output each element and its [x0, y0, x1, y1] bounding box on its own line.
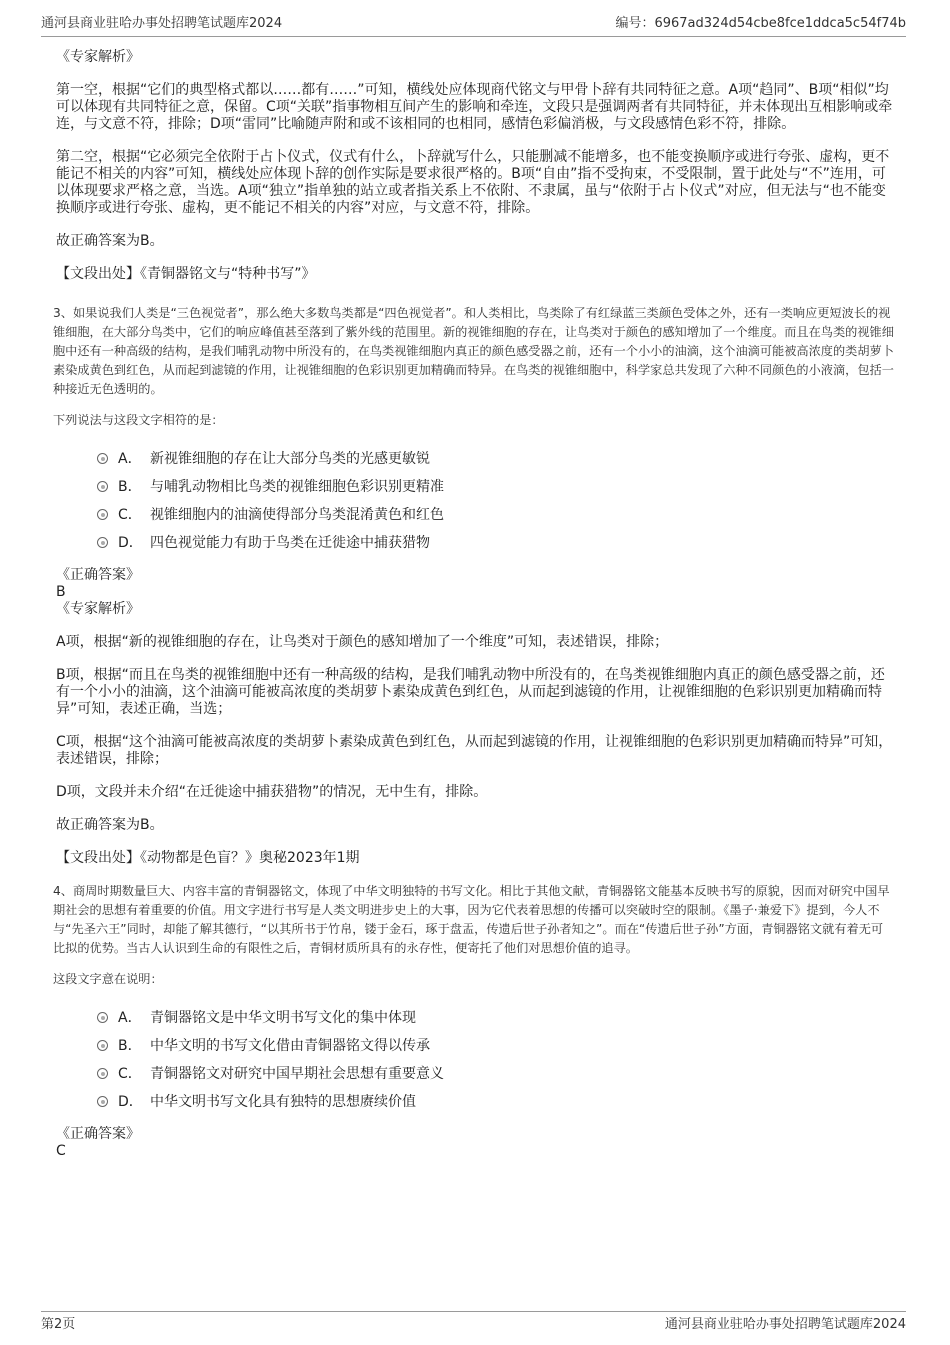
footer-page-number: 第2页: [41, 1317, 76, 1332]
page-content: [53, 42, 894, 1160]
q4-answer: C: [56, 1143, 66, 1159]
q3-option-b[interactable]: B． 与哺乳动物相比鸟类的视锥细胞色彩识别更精准: [56, 473, 894, 501]
q4-answer-label: 《正确答案》: [56, 1126, 140, 1142]
q3-analysis-b: B项，根据“而且在鸟类的视锥细胞中还有一种高级的结构，是我们哺乳动物中所没有的，在鸟类视锥细胞内真正的颜色感受器之前，还有一个小小的油滴，这个油滴可能被高浓度的类胡萝卜素染成黄色到红色，从而起到滤镜的作用，让视锥细胞的色彩识别更加精确而特异”可知，表述正确，当选；: [56, 667, 885, 717]
radio-icon[interactable]: [97, 1096, 108, 1107]
footer-title: 通河县商业驻哈办事处招聘笔试题库2024: [664, 1317, 906, 1332]
q3-analysis-a: A项，根据“新的视锥细胞的存在，让鸟类对于颜色的感知增加了一个维度”可知，表述错误，排除；: [56, 634, 669, 650]
header-title: 通河县商业驻哈办事处招聘笔试题库2024: [41, 16, 283, 31]
q3-source: 【文段出处】《动物都是色盲？》奥秘2023年1期: [56, 850, 360, 866]
q3-answer: B: [56, 584, 66, 600]
q4-option-d[interactable]: D． 中华文明书写文化具有独特的思想赓续价值: [56, 1088, 894, 1116]
q4-option-c[interactable]: C． 青铜器铭文对研究中国早期社会思想有重要意义: [56, 1060, 894, 1088]
q3-text: 3、如果说我们人类是“三色视觉者”，那么绝大多数鸟类都是“四色视觉者”。和人类相比，鸟类除了有红绿蓝三类颜色受体之外，还有一类响应更短波长的视锥细胞，在大部分鸟类中，它们的响应峰值甚至落到了紫外线的范围里。新的视锥细胞的存在，让鸟类对于颜色的感知增加了一个维度。而且在鸟类的视锥细胞中还有一种高级的结构，是我们哺乳动物中所没有的，在鸟类视锥细胞内真正的颜色感受器之前，还有一个小小的油滴，这个油滴可能被高浓度的类胡萝卜素染成黄色到红色，从而起到滤镜的作用，让视锥细胞的色彩识别更加精确而特异。在鸟类的视锥细胞中，科学家总共发现了六种不同颜色的小液滴，包括一种接近无色透明的。: [53, 306, 894, 396]
header-code: 编号：6967ad324d54cbe8fce1ddca5c54f74b: [615, 16, 906, 31]
radio-icon[interactable]: [97, 453, 108, 464]
q4-text: 4、商周时期数量巨大、内容丰富的青铜器铭文，体现了中华文明独特的书写文化。相比于其他文献，青铜器铭文能基本反映书写的原貌，因而对研究中国早期社会的思想有着重要的价值。用文字进行书写是人类文明进步史上的大事，因为它代表着思想的传播可以突破时空的限制。《墨子·兼爱下》提到，今人不与“先圣六王”同时，却能了解其德行，“以其所书于竹帛，镂于金石，琢于盘盂，传遗后世子孙者知之”。而在“传遗后世子孙”方面，青铜器铭文就有着无可比拟的优势。当古人认识到生命的有限性之后，青铜材质所具有的永存性，便寄托了他们对思想价值的追寻。: [53, 884, 890, 955]
q3-analysis-c: C项，根据“这个油滴可能被高浓度的类胡萝卜素染成黄色到红色，从而起到滤镜的作用，让视锥细胞的色彩识别更加精确而特异”可知，表述错误，排除；: [56, 734, 893, 767]
q2-analysis-p1: 第一空，根据“它们的典型格式都以……都有……”可知，横线处应体现商代铭文与甲骨卜辞有共同特征之意。A项“趋同”、B项“相似”均可以体现有共同特征之意，保留。C项“关联”指事物相互间产生的影响和牵连，文段只是强调两者有共同特征，并未体现出互相影响或牵连，与文意不符，排除；D项“雷同”比喻随声附和或不该相同的也相同，感情色彩偏消极，与文段感情色彩不符，排除。: [56, 82, 893, 132]
radio-icon[interactable]: [97, 1012, 108, 1023]
q4-options: [56, 1004, 894, 1116]
q3-option-c[interactable]: C． 视锥细胞内的油滴使得部分鸟类混淆黄色和红色: [56, 501, 894, 529]
q4-prompt: 这段文字意在说明：: [53, 972, 163, 986]
q3-option-d[interactable]: D． 四色视觉能力有助于鸟类在迁徙途中捕获猎物: [56, 529, 894, 557]
q4-option-b[interactable]: B． 中华文明的书写文化借由青铜器铭文得以传承: [56, 1032, 894, 1060]
radio-icon[interactable]: [97, 481, 108, 492]
q3-analysis: [56, 634, 894, 867]
q2-answer-line: 故正确答案为B。: [56, 233, 164, 249]
radio-icon[interactable]: [97, 1040, 108, 1051]
q2-analysis-p2: 第二空，根据“它必须完全依附于占卜仪式，仪式有什么，卜辞就写什么，只能删减不能增多，也不能变换顺序或进行夸张、虚构，更不能记不相关的内容”可知，横线处应体现卜辞的创作实际是要求很严格的。B项“自由”指不受拘束，不受限制，置于此处与“不”连用，可以体现要求严格之意，当选。A项“独立”指单独的站立或者指关系上不依附、不隶属，虽与“依附于占卜仪式”对应，但无法与“也不能变换顺序或进行夸张、虚构，更不能记不相关的内容”对应，与文意不符，排除。: [56, 149, 890, 216]
q2-source: 【文段出处】《青铜器铭文与“特种书写”》: [56, 266, 316, 282]
radio-icon[interactable]: [97, 1068, 108, 1079]
page-footer: [41, 1311, 906, 1334]
radio-icon[interactable]: [97, 537, 108, 548]
q2-analysis: [56, 82, 894, 283]
q4-option-a[interactable]: A． 青铜器铭文是中华文明书写文化的集中体现: [56, 1004, 894, 1032]
q3-prompt: 下列说法与这段文字相符的是：: [53, 413, 224, 427]
q3-answer-line: 故正确答案为B。: [56, 817, 164, 833]
q3-answer-label: 《正确答案》: [56, 567, 140, 583]
q2-expert-label: 《专家解析》: [56, 49, 140, 65]
q3-option-a[interactable]: A． 新视锥细胞的存在让大部分鸟类的光感更敏锐: [56, 445, 894, 473]
q3-expert-label: 《专家解析》: [56, 601, 140, 617]
q3-options: [56, 445, 894, 557]
page-header: [41, 12, 906, 37]
radio-icon[interactable]: [97, 509, 108, 520]
q3-analysis-d: D项，文段并未介绍“在迁徙途中捕获猎物”的情况，无中生有，排除。: [56, 784, 488, 800]
